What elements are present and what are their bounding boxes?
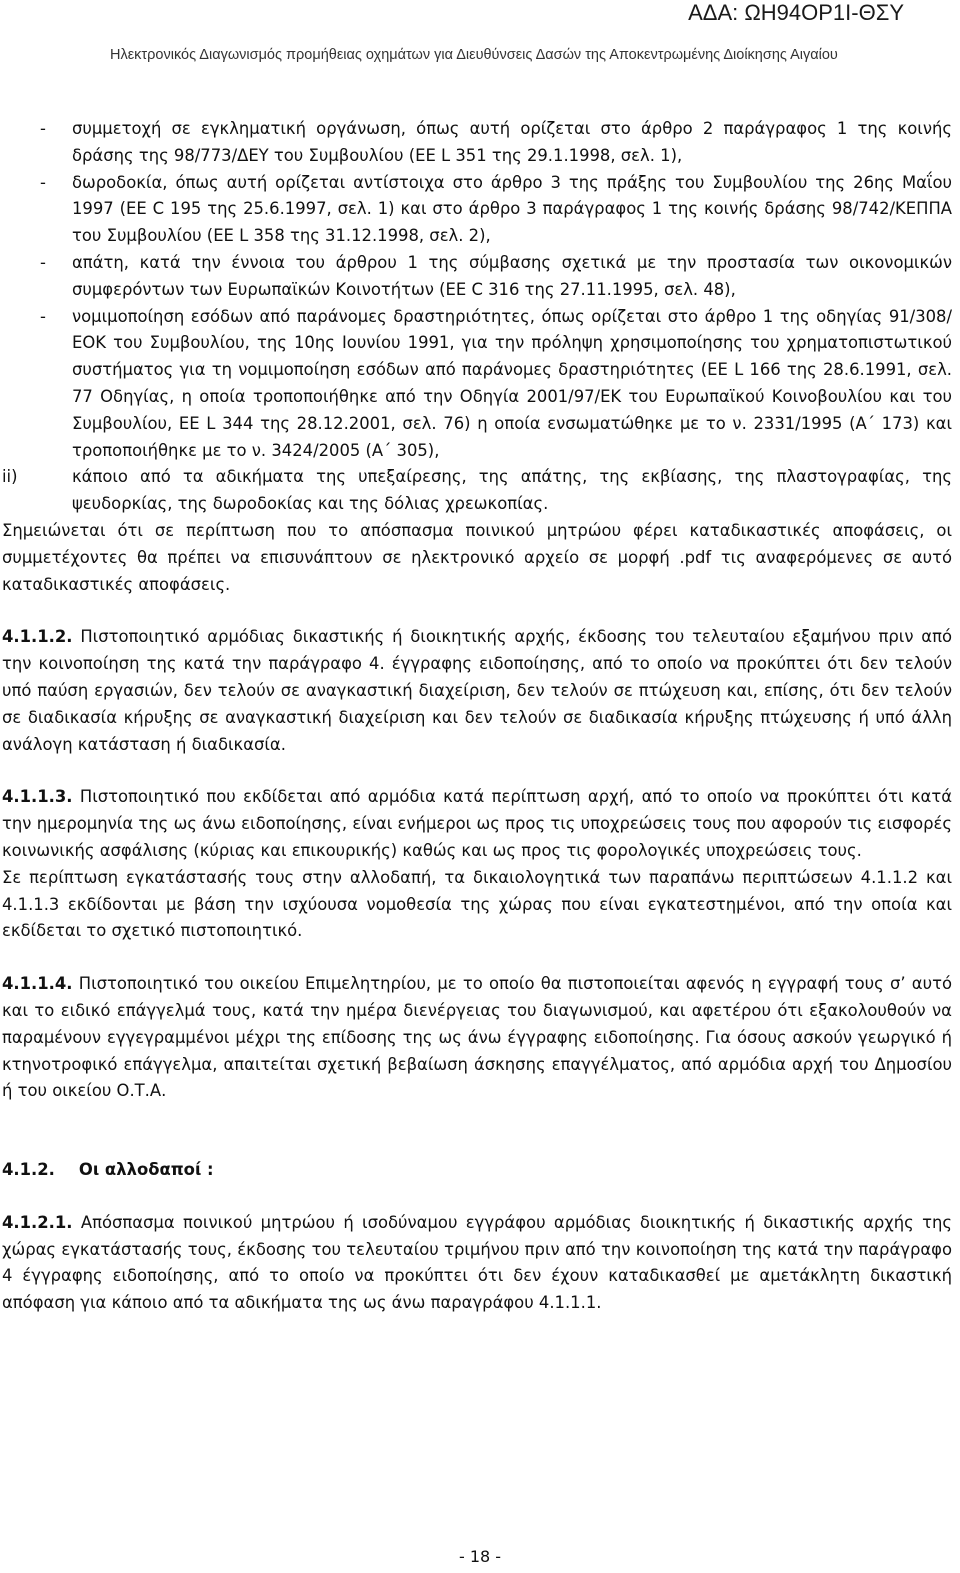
section-4-1-2-1 (0, 1210, 960, 1317)
document-body (0, 116, 960, 1317)
dash-item: - συμμετοχή σε εγκληματική οργάνωση, όπως αυτή ορίζεται στο άρθρο 2 παράγραφος 1 της κοινής δράσης της 98/773/ΔΕΥ του Συμβουλίου (ΕΕ L 351 της 29.1.1998, σελ. 1), (0, 116, 960, 170)
section-text: Πιστοποιητικό αρμόδιας δικαστικής ή διοικητικής αρχής, έκδοσης του τελευταίου εξαμήνου πριν από την κοινοποίηση της κατά την παράγραφο 4. έγγραφης ειδοποίησης, από το οποίο να προκύπτει ότι δεν τελούν υπό παύση εργασιών, δεν τελούν σε αναγκαστική διαχείριση, δεν τελούν σε πτώχευση και, επίσης, ότι δεν τελούν σε διαδικασία κήρυξης σε αναγκαστική διαχείριση και δεν τελούν σε διαδικασία κήρυξης πτώχευσης ή υπό άλλη ανάλογη κατάσταση ή διαδικασία. (2, 627, 952, 754)
section-4-1-1-4 (0, 971, 960, 1105)
roman-item (0, 464, 960, 518)
section-text: Πιστοποιητικό που εκδίδεται από αρμόδια κατά περίπτωση αρχή, από το οποίο να προκύπτει ότι κατά την ημερομηνία της ως άνω ειδοποίησης, είναι ενήμεροι ως προς τις υποχρεώσεις τους που αφορούν τις εισφορές κοινωνικής ασφάλισης (κύριας και επικουρικής) καθώς και ως προς τις φορολογικές υποχρεώσεις τους. (2, 787, 952, 860)
page-number: - 18 - (458, 1547, 502, 1566)
roman-text: κάποιο από τα αδικήματα της υπεξαίρεσης, της απάτης, της εκβίασης, της πλαστογραφίας, της ψευδορκίας, της δωροδοκίας και της δόλιας χρεωκοπίας. (72, 467, 952, 514)
dash-item: - απάτη, κατά την έννοια του άρθρου 1 της σύμβασης σχετικά με την προστασία των οικονομικών συμφερόντων των Ευρωπαϊκών Κοινοτήτων (ΕΕ C 316 της 27.11.1995, σελ. 48), (0, 250, 960, 304)
heading-4-1-2 (0, 1157, 960, 1184)
section-text: Απόσπασμα ποινικού μητρώου ή ισοδύναμου εγγράφου αρμόδιας διοικητικής ή δικαστικής αρχής της χώρας εγκατάστασής τους, έκδοσης του τελευταίου τριμήνου πριν από την κοινοποίηση της κατά την παράγραφο 4 έγγραφης ειδοποίησης, από το οποίο να προκύπτει ότι δεν έχουν καταδικασθεί με αμετάκλητη δικαστική απόφαση για κάποιο από τα αδικήματα της ως άνω παραγράφου 4.1.1.1. (2, 1212, 952, 1313)
section-text: Πιστοποιητικό του οικείου Επιμελητηρίου, με το οποίο θα πιστοποιείται αφενός η εγγραφή τους σ’ αυτό και το ειδικό επάγγελμά τους, κατά την ημέρα διενέργειας του διαγωνισμού, και αφετέρου ότι εξακολουθούν να παραμένουν εγγεγραμμένοι μέχρι της επίδοσης της ως άνω έγγραφης ειδοποίησης. Για όσους ασκούν γεωργικό ή κτηνοτροφικό επάγγελμα, απαιτείται σχετική βεβαίωση άσκησης επαγγέλματος, από αρμόδια αρχή του Δημοσίου ή του οικείου Ο.Τ.Α. (2, 974, 952, 1101)
section-4-1-1-3 (0, 784, 960, 864)
document-subtitle: Ηλεκτρονικός Διαγωνισμός προμήθειας οχημάτων για Διευθύνσεις Δασών της Αποκεντρωμένης Διοίκησης Αιγαίου (110, 47, 838, 63)
dash-item: - νομιμοποίηση εσόδων από παράνομες δραστηριότητες, όπως ορίζεται στο άρθρο 1 της οδηγίας 91/308/ΕΟΚ του Συμβουλίου, της 10ης Ιουνίου 1991, για την πρόληψη χρησιμοποίησης του χρηματοπιστωτικού συστήματος για τη νομιμοποίηση εσόδων από παράνομες δραστηριότητες (ΕΕ L 166 της 28.6.1991, σελ. 77 Οδηγίας, η οποία τροποποιήθηκε από την Οδηγία 2001/97/ΕΚ του Ευρωπαϊκού Κοινοβουλίου και του Συμβουλίου, ΕΕ L 344 της 28.12.2001, σελ. 76) η οποία ενσωματώθηκε με το ν. 2331/1995 (Α΄ 173) και τροποποιήθηκε με το ν. 3424/2005 (Α΄ 305), (0, 304, 960, 465)
roman-label: ii) (2, 467, 18, 487)
section-number: 4.1.2.1. (2, 1212, 73, 1232)
note-paragraph: Σημειώνεται ότι σε περίπτωση που το απόσπασμα ποινικού μητρώου φέρει καταδικαστικές αποφάσεις, οι συμμετέχοντες θα πρέπει να επισυνάπτουν σε ηλεκτρονικό αρχείο σε μορφή .pdf τις αναφερόμενες σε αυτό καταδικαστικές αποφάσεις. (2, 520, 952, 594)
dash-item: - δωροδοκία, όπως αυτή ορίζεται αντίστοιχα στο άρθρο 3 της πράξης του Συμβουλίου της 26ης Μαΐου 1997 (ΕΕ C 195 της 25.6.1997, σελ. 1) και στο άρθρο 3 παράγραφος 1 της κοινής δράσης 98/742/ΚΕΠΠΑ του Συμβουλίου (ΕΕ L 358 της 31.12.1998, σελ. 2), (0, 170, 960, 250)
section-number: 4.1.1.4. (2, 974, 73, 994)
section-4-1-1-2 (0, 624, 960, 758)
heading-title: Οι αλλοδαποί : (78, 1160, 214, 1180)
ada-code: ΑΔΑ: ΩΗ94ΟΡ1Ι-ΘΣΥ (688, 0, 904, 25)
section-number: 4.1.1.2. (2, 627, 73, 647)
section-number: 4.1.1.3. (2, 787, 73, 807)
section-extra-paragraph: Σε περίπτωση εγκατάστασής τους στην αλλοδαπή, τα δικαιολογητικά των παραπάνω περιπτώσεων 4.1.1.2 και 4.1.1.3 εκδίδονται με βάση την ισχύουσα νομοθεσία της χώρας που είναι εγκατεστημένοι, από την οποία και εκδίδεται το σχετικό πιστοποιητικό. (2, 867, 952, 941)
heading-number: 4.1.2. (2, 1160, 55, 1180)
